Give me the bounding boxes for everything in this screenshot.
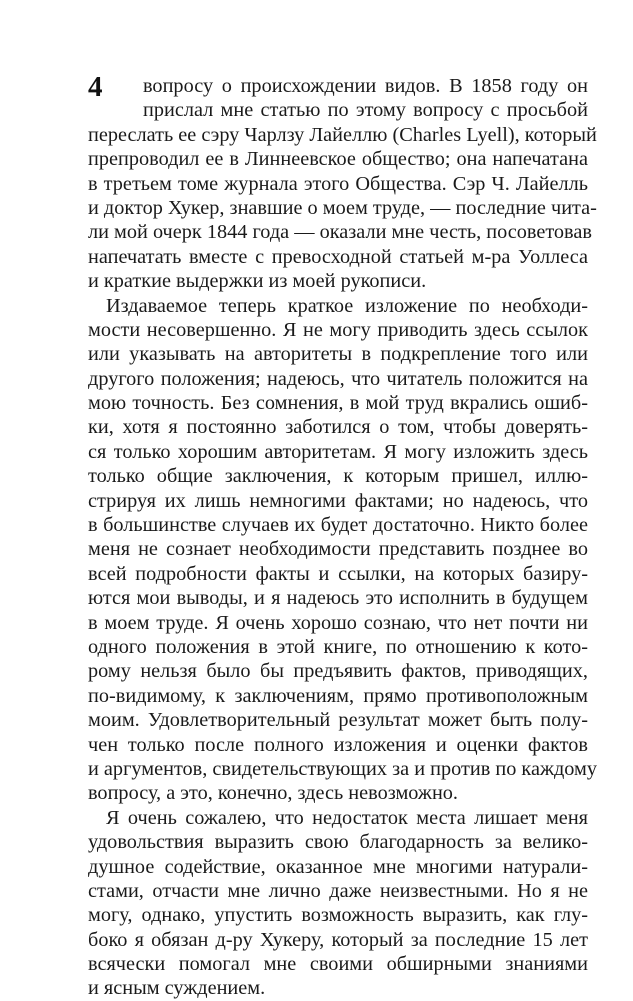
text-line: и краткие выдержки из моей рукописи. <box>88 270 427 293</box>
text-line: мою точность. Без сомнения, в мой труд вкрались ошиб- <box>88 392 588 415</box>
text-line: чен только после полного изложения и оценки фактов <box>88 733 588 756</box>
text-line: вопросу, а это, конечно, здесь невозможно. <box>88 782 459 805</box>
text-line: стрируя их лишь немногими фактами; но надеюсь, что <box>88 489 588 512</box>
text-line: удовольствия выразить свою благодарность за велико- <box>88 831 588 854</box>
body-text <box>88 74 598 1001</box>
text-line: Издаваемое теперь краткое изложение по необходи- <box>106 294 588 317</box>
text-line: другого положения; надеюсь, что читатель положится на <box>88 367 588 390</box>
text-line: и ясным суждением. <box>88 977 266 1000</box>
text-line: одного положения в этой книге, по отношению к кото- <box>88 635 588 658</box>
text-line: напечатать вместе с превосходной статьей м-ра Уоллеса <box>88 245 588 268</box>
text-line: в моем труде. Я очень хорошо сознаю, что нет почти ни <box>88 611 588 634</box>
text-line: прислал мне статью по этому вопросу с просьбой <box>143 99 588 122</box>
text-line: ки, хотя я постоянно заботился о том, чтобы доверять- <box>88 416 588 439</box>
text-line: по-видимому, к заключениям, прямо противоположным <box>88 684 588 707</box>
text-line: рому нельзя было бы предъявить фактов, приводящих, <box>88 660 588 683</box>
text-line: боко я обязан д-ру Хукеру, который за последние 15 лет <box>88 928 588 951</box>
text-line: Я очень сожалею, что недостаток места лишает меня <box>106 806 588 829</box>
text-line: ли мой очерк 1844 года — оказали мне честь, посоветовав <box>88 221 592 244</box>
text-line: и доктор Хукер, знавшие о моем труде, — последние чита- <box>88 196 597 219</box>
page-number: 4 <box>88 71 103 103</box>
text-line: душное содействие, оказанное мне многими натурали- <box>88 855 588 878</box>
text-line: меня не сознает необходимости представить позднее во <box>88 538 588 561</box>
text-line: ся только хорошим авторитетам. Я могу изложить здесь <box>88 440 588 463</box>
text-line: препроводил ее в Линнеевское общество; она напечатана <box>88 148 588 171</box>
text-line: и аргументов, свидетельствующих за и против по каждому <box>88 757 598 780</box>
text-line: в третьем томе журнала этого Общества. Сэр Ч. Лайелль <box>88 172 588 195</box>
text-line: вопросу о происхождении видов. В 1858 году он <box>143 75 588 97</box>
text-line: или указывать на авторитеты в подкрепление того или <box>88 343 588 366</box>
text-line: в большинстве случаев их будет достаточно. Никто более <box>88 514 588 537</box>
text-line: только общие заключения, к которым пришел, иллю- <box>88 465 588 488</box>
text-line: стами, отчасти мне лично даже неизвестными. Но я не <box>88 879 588 902</box>
text-line: мости несовершенно. Я не могу приводить здесь ссылок <box>88 318 588 341</box>
text-line: моим. Удовлетворительный результат может быть полу- <box>88 709 588 732</box>
text-line: ются мои выводы, и я надеюсь это исполнить в будущем <box>88 587 588 610</box>
text-line: всей подробности факты и ссылки, на которых базиру- <box>88 562 588 585</box>
text-line: переслать ее сэру Чарлзу Лайеллю (Charles Lyell), который <box>88 123 597 146</box>
text-line: могу, однако, упустить возможность выразить, как глу- <box>88 904 588 927</box>
text-line: всячески помогал мне своими обширными знаниями <box>88 953 588 976</box>
